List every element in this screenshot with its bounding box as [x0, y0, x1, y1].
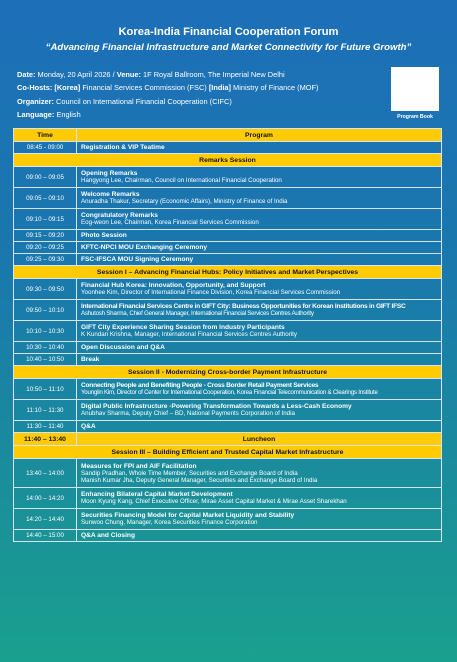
program-title: Welcome Remarks	[81, 191, 140, 198]
row-program	[77, 509, 442, 530]
row-time: 09:30 – 09:50	[14, 279, 77, 300]
program-title: Congratulatory Remarks	[81, 212, 158, 219]
qr-code-icon[interactable]	[391, 67, 439, 111]
row-time: 14:40 – 15:00	[14, 530, 77, 542]
cohost1-country: [Korea]	[54, 83, 81, 93]
speaker-line: Younglin Kim, Director of Center for International Cooperation, Korea Financial Telecommunication & Clearings Institute	[81, 389, 378, 396]
language-value: English	[56, 109, 81, 119]
cohost1-name: Financial Services Commission (FSC)	[82, 83, 207, 93]
row-time: 09:15 – 09:20	[14, 230, 77, 242]
session-title: Remarks Session	[14, 154, 442, 167]
program-title: Financial Hub Korea: Innovation, Opportunity, and Support	[81, 282, 266, 289]
venue-value: 1F Royal Ballroom, The Imperial New Delhi	[143, 70, 285, 79]
program-title: Connecting People and Benefiting People - Cross Border Retail Payment Services	[81, 382, 319, 389]
program-title: KFTC-NPCI MOU Exchanging Ceremony	[81, 244, 208, 251]
row-program	[77, 342, 442, 354]
row-program	[77, 354, 442, 366]
table-row	[14, 230, 442, 242]
row-time: 09:20 – 09:25	[14, 242, 77, 254]
row-program	[77, 142, 442, 154]
program-title: Q&A	[81, 423, 96, 430]
cohosts-label: Co-Hosts:	[17, 83, 53, 93]
time-column-header: Time	[14, 129, 77, 142]
row-program	[77, 300, 442, 321]
table-row	[14, 254, 442, 266]
row-time: 09:25 – 09:30	[14, 254, 77, 266]
language-label: Language:	[17, 109, 55, 119]
venue-label: Venue:	[116, 70, 141, 79]
speaker-line: K Kundan Krishna, Manager, International Financial Services Centres Authority	[81, 331, 297, 338]
session-title: Session I – Advancing Financial Hubs: Policy Initiatives and Market Perspectives	[14, 266, 442, 279]
row-program	[77, 421, 442, 433]
row-time: 14:20 – 14:40	[14, 509, 77, 530]
table-row	[14, 379, 442, 400]
row-program	[77, 488, 442, 509]
session-title: Session III – Building Efficient and Trusted Capital Market Infrastructure	[14, 446, 442, 459]
table-row	[14, 421, 442, 433]
language-line	[17, 108, 318, 121]
row-program	[77, 188, 442, 209]
program-title: Registration & VIP Teatime	[81, 144, 165, 151]
session-title: Session II - Modernizing Cross-border Payment Infrastructure	[14, 366, 442, 379]
row-program	[77, 230, 442, 242]
program-title: Securities Financing Model for Capital Market Liquidity and Stability	[81, 512, 295, 519]
row-program	[77, 167, 442, 188]
row-program	[77, 242, 442, 254]
row-program	[77, 279, 442, 300]
row-program	[77, 379, 442, 400]
row-time: 09:50 – 10:10	[14, 300, 77, 321]
row-time: 09:00 – 09:05	[14, 167, 77, 188]
row-program	[77, 254, 442, 266]
program-title: GIFT City Experience Sharing Session from Industry Participants	[81, 324, 285, 331]
table-row	[14, 279, 442, 300]
row-time: 11:40 – 13:40	[14, 433, 77, 446]
program-title: Open Discussion and Q&A	[81, 344, 165, 351]
organizer-label: Organizer:	[17, 96, 54, 106]
speaker-line: Ashutosh Sharma, Chief General Manager, International Financial Services Centres Authority	[81, 310, 314, 317]
row-time: 11:30 – 11:40	[14, 421, 77, 433]
luncheon-title: Luncheon	[77, 433, 442, 446]
program-title: Break	[81, 356, 100, 363]
speaker-line: Moon Kyung Kang, Chief Executive Officer, Mirae Asset Capital Market & Mirae Asset Sharekhan	[81, 498, 347, 505]
speaker-line: Anuradha Thakur, Secretary (Economic Affairs), Ministry of Finance of India	[81, 198, 288, 205]
program-title: Digital Public Infrastructure -Powering Transformation Towards a Less-Cash Economy	[81, 403, 352, 410]
row-time: 10:40 – 10:50	[14, 354, 77, 366]
table-row	[14, 167, 442, 188]
table-row	[14, 209, 442, 230]
speaker-line: Hangyong Lee, Chairman, Council on International Financial Cooperation	[81, 177, 282, 184]
speaker-line: Sunwoo Chung, Manager, Korea Securities Finance Corporation	[81, 519, 258, 526]
table-row	[14, 509, 442, 530]
table-row	[14, 342, 442, 354]
session-header-row	[14, 366, 442, 379]
organizer-value: Council on International Financial Cooperation (CIFC)	[56, 96, 232, 106]
session-header-row	[14, 446, 442, 459]
speaker-line: Eog-weon Lee, Chairman, Korea Financial Services Commission	[81, 219, 259, 226]
table-row	[14, 142, 442, 154]
date-value: Monday, 20 April 2026	[37, 70, 111, 79]
table-row	[14, 488, 442, 509]
table-row	[14, 242, 442, 254]
program-title: FSC-IFSCA MOU Signing Ceremony	[81, 256, 194, 263]
row-program	[77, 530, 442, 542]
table-row	[14, 459, 442, 488]
table-header-row	[14, 129, 442, 142]
cohost2-country: [India]	[208, 83, 231, 93]
event-info	[17, 68, 318, 121]
row-time: 08:45 - 09:00	[14, 142, 77, 154]
row-program	[77, 459, 442, 488]
page-subtitle: “Advancing Financial Infrastructure and Market Connectivity for Future Growth”	[45, 42, 412, 53]
table-row	[14, 354, 442, 366]
row-time: 09:10 – 09:15	[14, 209, 77, 230]
program-table-body	[14, 142, 442, 542]
cohosts-line	[17, 81, 318, 94]
organizer-line	[17, 95, 318, 108]
program-table	[13, 128, 442, 542]
program-title: Opening Remarks	[81, 170, 138, 177]
row-time: 10:50 – 11:10	[14, 379, 77, 400]
row-time: 10:10 – 10:30	[14, 321, 77, 342]
row-program	[77, 321, 442, 342]
program-book-label: Program Book	[397, 114, 433, 120]
program-title: Measures for FPI and AIF Facilitation	[81, 462, 197, 470]
row-program	[77, 400, 442, 421]
program-title: Q&A and Closing	[81, 532, 135, 539]
row-time: 09:05 – 09:10	[14, 188, 77, 209]
row-program	[77, 209, 442, 230]
row-time: 13:40 – 14:00	[14, 459, 77, 488]
table-row	[14, 400, 442, 421]
session-header-row	[14, 266, 442, 279]
speaker-line: Manish Kumar Jha, Deputy General Manager, Securities and Exchange Board of India	[81, 476, 318, 484]
table-row	[14, 530, 442, 542]
table-row	[14, 300, 442, 321]
row-time: 14:00 – 14:20	[14, 488, 77, 509]
program-column-header: Program	[77, 129, 442, 142]
session-header-row	[14, 154, 442, 167]
speaker-line: Yoonhee Kim, Director of International Finance Division, Korea Financial Services Commission	[81, 289, 341, 296]
program-title: International Financial Services Centre in GIFT City: Business Opportunities for Korean Institutions in GIFT IFSC	[81, 303, 406, 310]
speaker-line: Sandip Pradhan, Whole Time Member, Securities and Exchange Board of India	[81, 469, 298, 477]
page-title: Korea-India Financial Cooperation Forum	[118, 26, 339, 38]
row-time: 11:10 – 11:30	[14, 400, 77, 421]
table-row	[14, 188, 442, 209]
date-label: Date:	[17, 70, 36, 79]
date-venue-line: Date: Monday, 20 April 2026 / Venue: 1F Royal Ballroom, The Imperial New Delhi	[17, 70, 285, 79]
speaker-line: Anubhav Sharma, Deputy Chief – BD, National Payments Corporation of India	[81, 410, 295, 417]
table-row	[14, 321, 442, 342]
program-title: Enhancing Bilateral Capital Market Development	[81, 491, 233, 498]
cohost2-name: Ministry of Finance (MOF)	[233, 83, 319, 93]
row-time: 10:30 – 10:40	[14, 342, 77, 354]
program-title: Photo Session	[81, 232, 127, 239]
luncheon-row	[14, 433, 442, 446]
